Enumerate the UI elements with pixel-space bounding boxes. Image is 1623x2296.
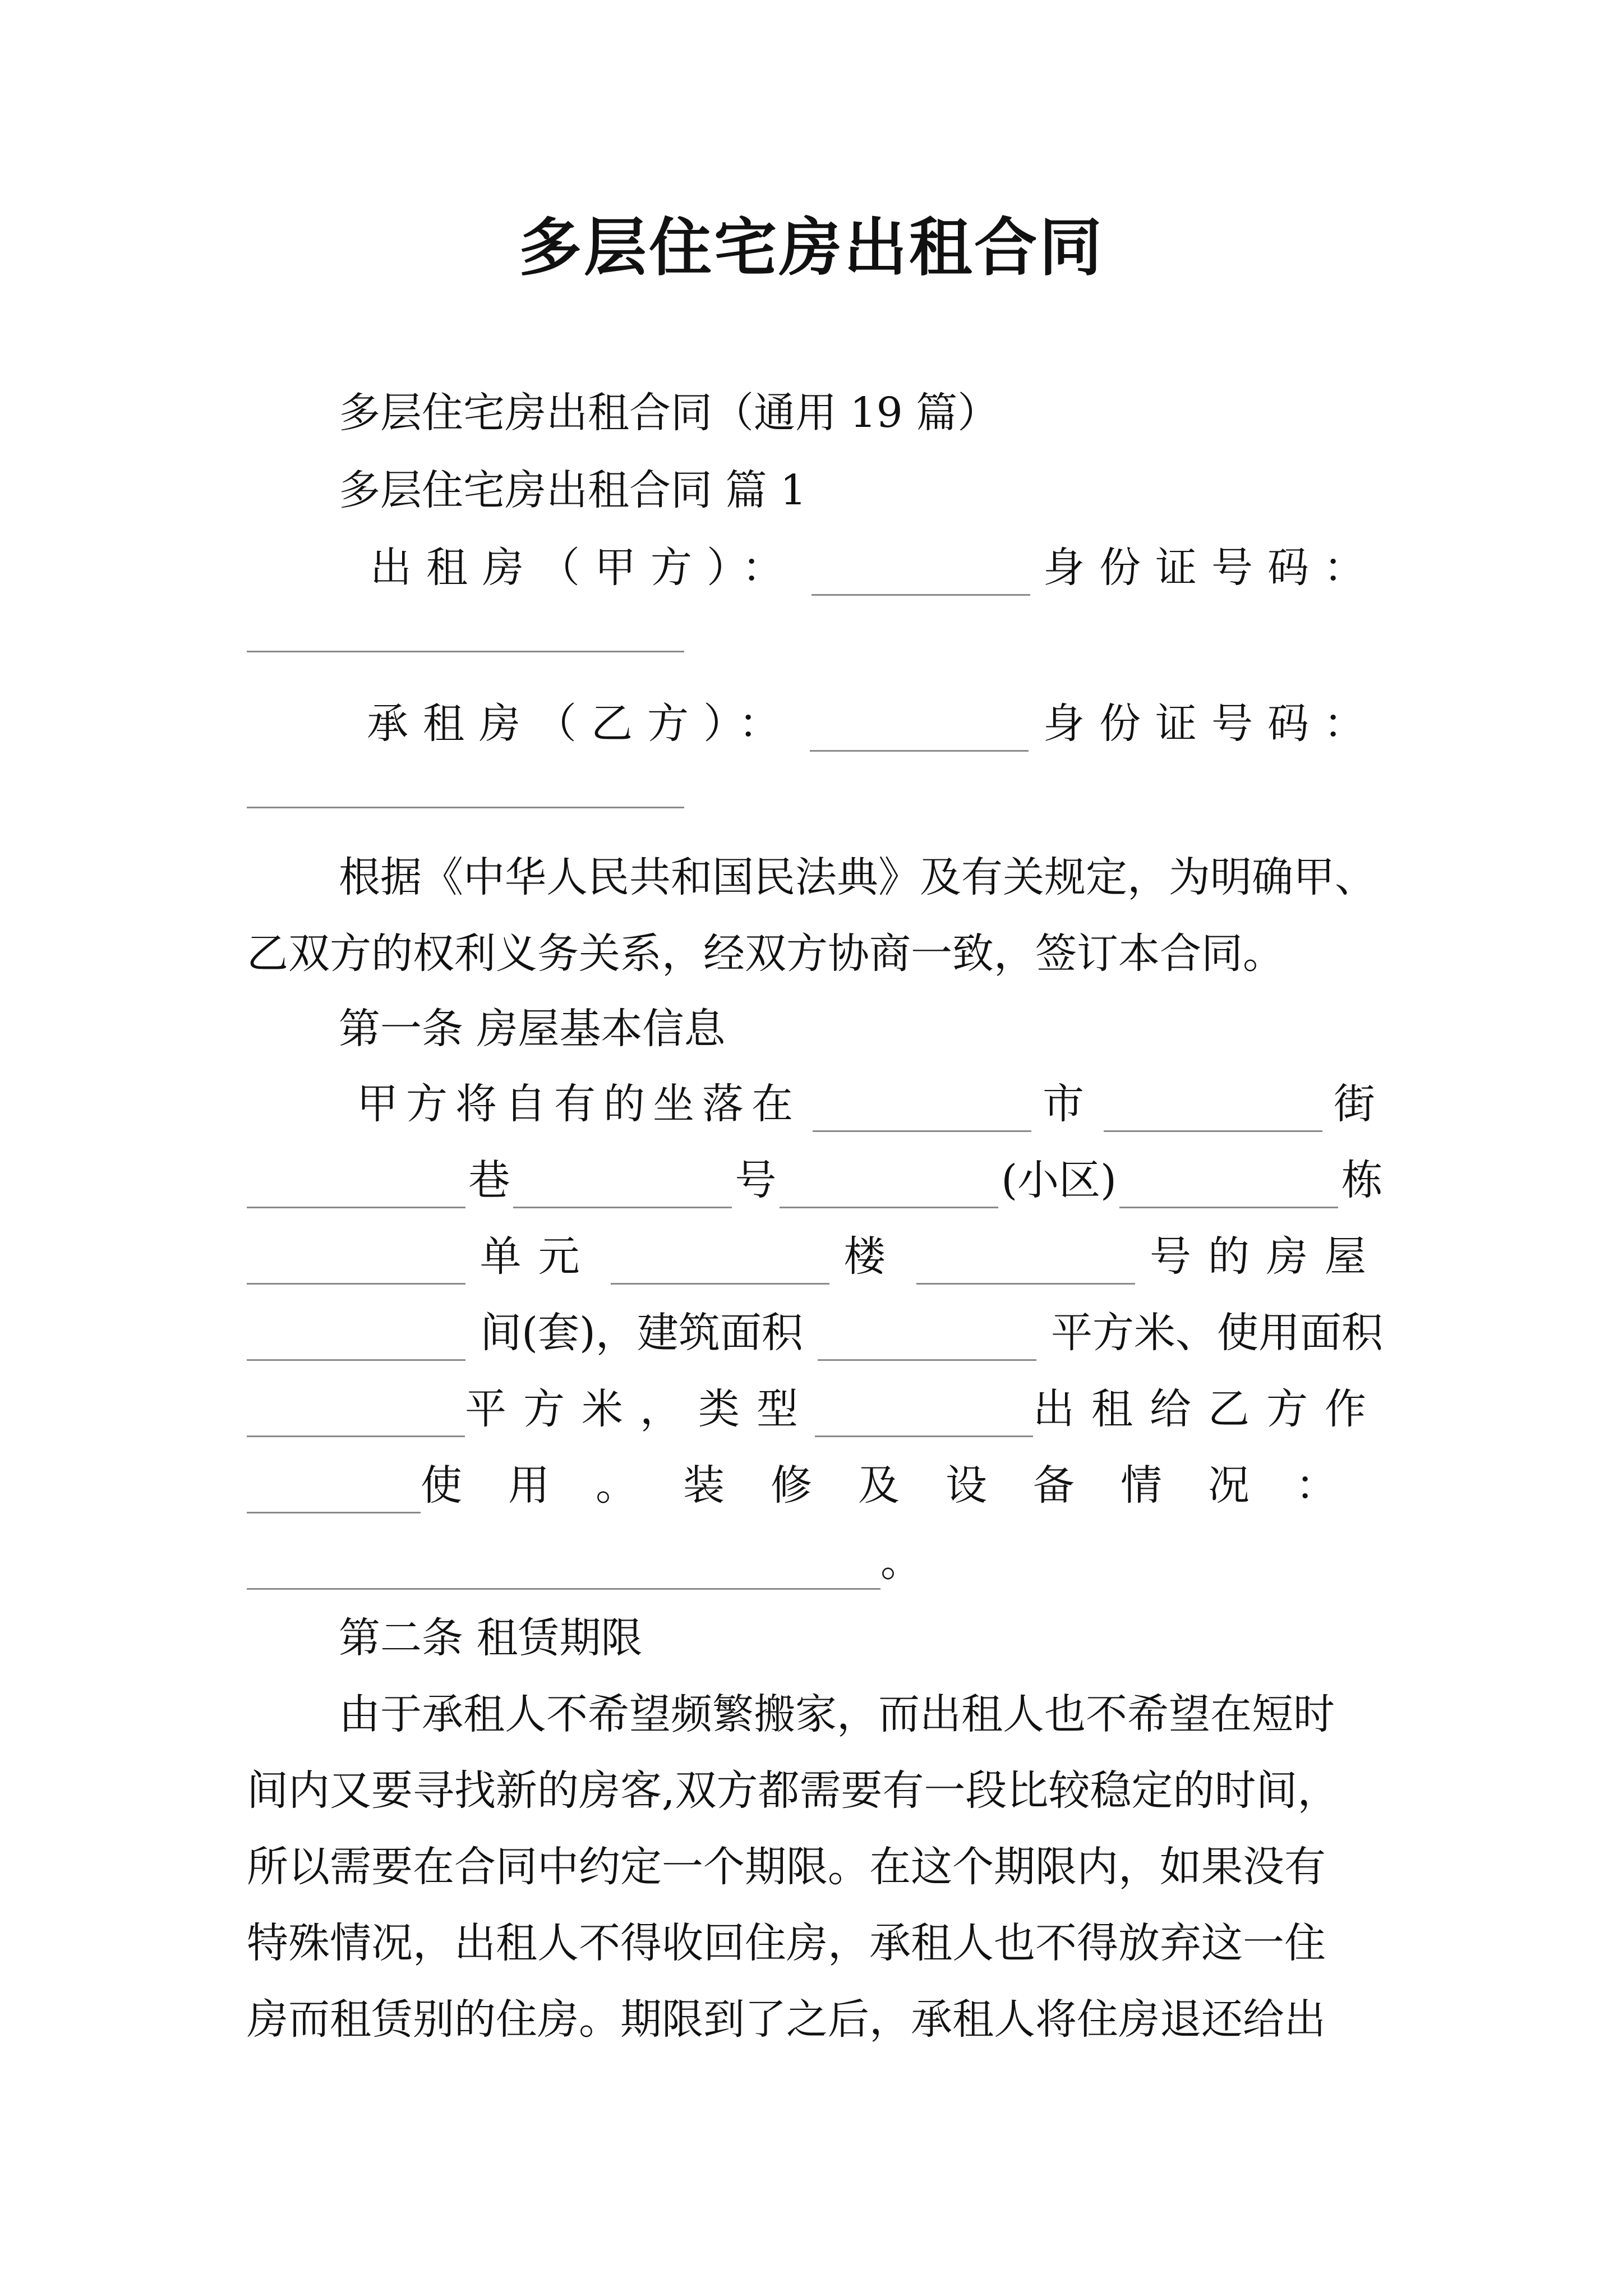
article-1-text: 楼	[843, 1232, 902, 1281]
article-1-text: 街	[1334, 1080, 1383, 1128]
article-2-paragraph-line: 由于承租人不希望频繁搬家，而出租人也不希望在短时	[339, 1690, 1335, 1738]
article-1-text: 号	[735, 1156, 777, 1204]
city-blank	[813, 1091, 1031, 1132]
article-1-line-1	[357, 1076, 1383, 1132]
floor-blank	[611, 1244, 829, 1285]
article-2-paragraph-line: 特殊情况，出租人不得收回住房，承租人也不得放弃这一住	[247, 1919, 1326, 1967]
article-1-text: 平方米、使用面积	[1050, 1309, 1383, 1357]
article-1-text: 间(套)，建筑面积	[480, 1309, 803, 1357]
article-1-heading: 第一条 房屋基本信息	[339, 1005, 726, 1053]
party-b-name-blank	[810, 711, 1029, 752]
party-a-line	[370, 540, 1380, 596]
article-1-line-3	[247, 1228, 1383, 1285]
usable-area-blank	[247, 1396, 465, 1437]
article-1-text: 使用。装修及设备情况：	[421, 1461, 1383, 1510]
article-2-paragraph-line: 所以需要在合同中约定一个期限。在这个期限内，如果没有	[247, 1843, 1326, 1891]
article-1-line-7	[247, 1534, 922, 1590]
building-blank	[1119, 1167, 1338, 1208]
article-1-text: 栋	[1341, 1156, 1383, 1204]
article-1-text: 巷	[468, 1156, 510, 1204]
party-b-label: 承租房（乙方）：	[367, 700, 795, 748]
party-a-label: 出租房（甲方）：	[370, 544, 798, 592]
article-2-heading: 第二条 租赁期限	[339, 1614, 643, 1662]
type-blank	[815, 1396, 1033, 1437]
article-1-text: 。	[880, 1538, 922, 1586]
article-1-text: 出租给乙方作	[1033, 1385, 1383, 1433]
usage-blank	[247, 1473, 421, 1513]
intro-line-1: 根据《中华人民共和国民法典》及有关规定，为明确甲、	[339, 853, 1376, 901]
article-2-paragraph-line: 房而租赁别的住房。期限到了之后，承租人将住房退还给出	[247, 1995, 1326, 2044]
article-1-line-4	[247, 1305, 1383, 1361]
article-1-line-2	[247, 1152, 1383, 1208]
decoration-blank	[247, 1549, 880, 1590]
party-b-line	[367, 696, 1380, 752]
number-blank	[513, 1167, 732, 1208]
article-1-text: 号的房屋	[1149, 1232, 1383, 1281]
article-1-text: (小区)	[1001, 1156, 1117, 1204]
party-b-id-label: 身份证号码：	[1043, 700, 1380, 748]
community-blank	[780, 1167, 998, 1208]
article-1-line-6	[247, 1457, 1383, 1513]
intro-line-2: 乙双方的权利义务关系，经双方协商一致，签订本合同。	[247, 930, 1284, 978]
street-blank	[1104, 1091, 1322, 1132]
article-1-text: 单元	[479, 1232, 597, 1281]
unit-blank	[247, 1244, 465, 1285]
article-2-paragraph-line: 间内又要寻找新的房客,双方都需要有一段比较稳定的时间，	[247, 1766, 1339, 1815]
article-1-text: 市	[1043, 1080, 1092, 1128]
room-blank	[916, 1244, 1135, 1285]
article-1-text: 平方米，类型	[465, 1385, 815, 1433]
document-subtitle: 多层住宅房出租合同（通用 19 篇）	[339, 389, 999, 437]
lane-blank	[247, 1167, 465, 1208]
party-a-id-label: 身份证号码：	[1043, 544, 1380, 592]
building-area-blank	[818, 1320, 1036, 1361]
party-a-name-blank	[811, 555, 1030, 596]
chapter-heading: 多层住宅房出租合同 篇 1	[339, 466, 807, 514]
document-title: 多层住宅房出租合同	[519, 211, 1104, 284]
rooms-count-blank	[247, 1320, 465, 1361]
party-a-id-blank	[247, 645, 684, 652]
article-1-line-5	[247, 1381, 1383, 1437]
party-b-id-blank	[247, 801, 684, 808]
article-1-text: 甲方将自有的坐落在	[357, 1080, 801, 1128]
